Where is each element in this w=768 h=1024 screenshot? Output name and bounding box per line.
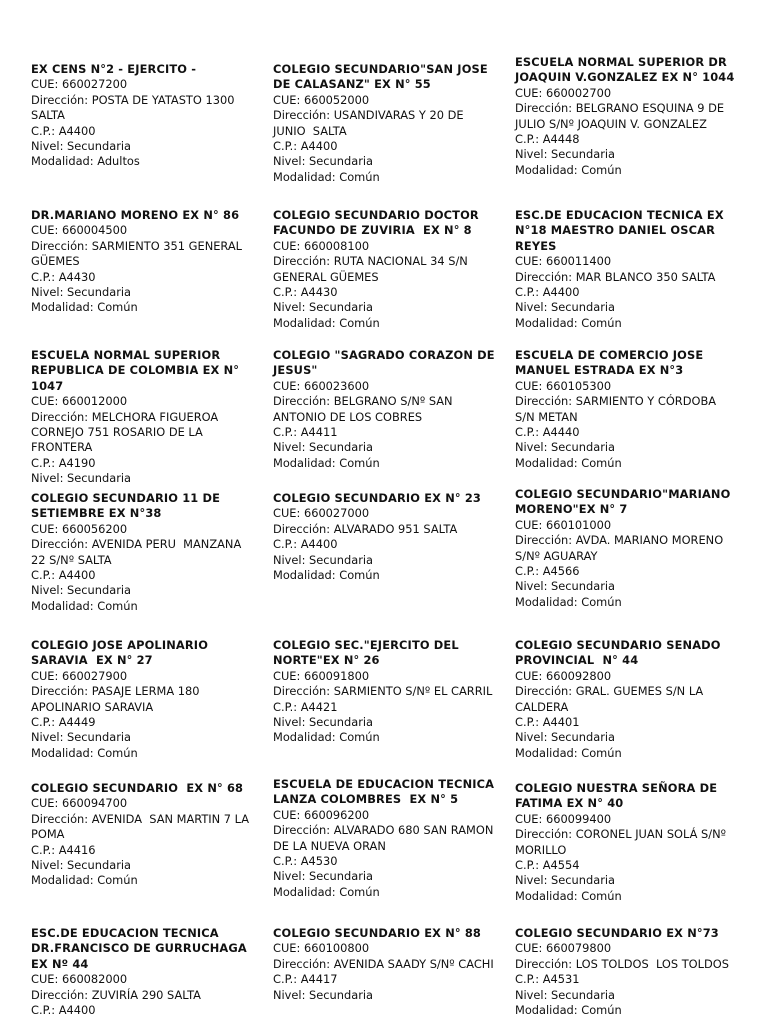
school-address: Dirección: LOS TOLDOS LOS TOLDOS [515, 956, 729, 971]
school-entry [273, 777, 499, 900]
school-entry [515, 781, 737, 904]
school-postal-code: C.P.: A4400 [31, 568, 96, 583]
school-level: Nivel: Secundaria [515, 987, 616, 1002]
school-postal-code: C.P.: A4554 [515, 858, 580, 873]
school-entry [31, 348, 253, 487]
school-postal-code: C.P.: A4401 [515, 715, 580, 730]
school-address: Dirección: RUTA NACIONAL 34 S/N GENERAL GÜEMES [273, 254, 472, 284]
school-modality: Modalidad: Común [515, 594, 622, 609]
school-name: ESC.DE EDUCACION TECNICA DR.FRANCISCO DE GURRUCHAGA EX Nº 44 [31, 926, 251, 971]
school-address: Dirección: BELGRANO S/Nº SAN ANTONIO DE LOS COBRES [273, 394, 457, 424]
school-cue: CUE: 660002700 [515, 85, 612, 100]
school-name: ESCUELA NORMAL SUPERIOR REPUBLICA DE COLOMBIA EX N° 1047 [31, 348, 244, 393]
school-modality: Modalidad: Común [515, 745, 622, 760]
school-modality: Modalidad: Común [515, 1003, 622, 1018]
school-entry [273, 62, 495, 185]
school-cue: CUE: 660082000 [31, 972, 128, 987]
school-postal-code: C.P.: A4531 [515, 972, 580, 987]
school-address: Dirección: POSTA DE YATASTO 1300 SALTA [31, 92, 239, 123]
school-level: Nivel: Secundaria [31, 730, 132, 745]
school-entry [515, 638, 737, 761]
school-entry [273, 491, 495, 583]
school-entry [273, 348, 499, 471]
school-modality: Modalidad: Común [31, 745, 138, 760]
school-entry [273, 926, 495, 1003]
school-name: COLEGIO SECUNDARIO EX N° 23 [273, 491, 481, 505]
school-entry [515, 208, 737, 331]
school-postal-code: C.P.: A4400 [515, 285, 580, 300]
school-modality: Modalidad: Común [273, 884, 380, 899]
school-entry [31, 208, 253, 316]
school-cue: CUE: 660004500 [31, 223, 128, 238]
school-level: Nivel: Secundaria [31, 285, 132, 300]
school-level: Nivel: Secundaria [515, 440, 616, 455]
school-cue: CUE: 660011400 [515, 254, 612, 269]
school-name: ESCUELA DE EDUCACION TECNICA LANZA COLOMBRES EX N° 5 [273, 777, 499, 807]
school-level: Nivel: Secundaria [515, 873, 616, 888]
school-entry [273, 208, 495, 331]
school-level: Nivel: Secundaria [273, 300, 374, 315]
school-level: Nivel: Secundaria [273, 440, 374, 455]
school-postal-code: C.P.: A4417 [273, 972, 338, 987]
school-modality: Modalidad: Común [515, 315, 622, 330]
school-modality: Modalidad: Común [31, 873, 138, 888]
school-modality: Modalidad: Común [31, 598, 138, 613]
school-address: Dirección: CORONEL JUAN SOLÁ S/Nº MORILLO [515, 827, 730, 857]
school-entry [515, 55, 737, 178]
school-level: Nivel: Secundaria [31, 139, 132, 154]
school-address: Dirección: SARMIENTO 351 GENERAL GÜEMES [31, 238, 246, 269]
school-name: DR.MARIANO MORENO EX N° 86 [31, 208, 240, 222]
school-postal-code: C.P.: A4190 [31, 455, 96, 470]
school-modality: Modalidad: Común [515, 888, 622, 903]
school-level: Nivel: Secundaria [273, 987, 374, 1002]
school-name: COLEGIO SEC."EJERCITO DEL NORTE"EX N° 26 [273, 638, 463, 668]
school-cue: CUE: 660094700 [31, 796, 128, 811]
school-name: COLEGIO NUESTRA SEÑORA DE FATIMA EX N° 40 [515, 781, 722, 811]
school-level: Nivel: Secundaria [273, 552, 374, 567]
school-name: COLEGIO SECUNDARIO EX N° 88 [273, 926, 481, 940]
school-postal-code: C.P.: A4416 [31, 842, 96, 857]
school-name: ESC.DE EDUCACION TECNICA EX N°18 MAESTRO DANIEL OSCAR REYES [515, 208, 728, 253]
school-modality: Modalidad: Común [273, 169, 380, 184]
school-name: COLEGIO JOSE APOLINARIO SARAVIA EX N° 27 [31, 638, 213, 668]
school-modality: Modalidad: Común [273, 568, 380, 583]
school-address: Dirección: AVDA. MARIANO MORENO S/Nº AGUARAY [515, 533, 727, 563]
school-modality: Modalidad: Común [515, 455, 622, 470]
school-address: Dirección: USANDIVARAS Y 20 DE JUNIO SALTA [273, 108, 468, 138]
school-entry [31, 491, 253, 614]
school-name: COLEGIO SECUNDARIO 11 DE SETIEMBRE EX N°38 [31, 491, 225, 521]
school-address: Dirección: MELCHORA FIGUEROA CORNEJO 751 ROSARIO DE LA FRONTERA [31, 409, 222, 455]
school-cue: CUE: 660008100 [273, 238, 370, 253]
school-postal-code: C.P.: A4400 [31, 1003, 96, 1018]
school-level: Nivel: Secundaria [273, 715, 374, 730]
school-entry [273, 638, 495, 746]
school-name: ESCUELA NORMAL SUPERIOR DR JOAQUIN V.GONZALEZ EX N° 1044 [515, 55, 735, 85]
school-modality: Modalidad: Común [515, 162, 622, 177]
school-level: Nivel: Secundaria [273, 869, 374, 884]
school-address: Dirección: ALVARADO 680 SAN RAMON DE LA NUEVA ORAN [273, 823, 497, 853]
school-entry [31, 926, 253, 1018]
school-entry [515, 487, 737, 610]
school-name: COLEGIO SECUNDARIO EX N° 68 [31, 781, 244, 795]
school-cue: CUE: 660099400 [515, 811, 612, 826]
school-level: Nivel: Secundaria [273, 154, 374, 169]
school-modality: Modalidad: Adultos [31, 154, 140, 169]
school-postal-code: C.P.: A4430 [31, 269, 96, 284]
school-postal-code: C.P.: A4449 [31, 715, 96, 730]
school-modality: Modalidad: Común [273, 315, 380, 330]
school-name: COLEGIO SECUNDARIO"SAN JOSE DE CALASANZ" EX N° 55 [273, 62, 492, 92]
school-address: Dirección: ZUVIRÍA 290 SALTA [31, 987, 201, 1002]
school-level: Nivel: Secundaria [31, 858, 132, 873]
school-postal-code: C.P.: A4421 [273, 699, 338, 714]
school-address: Dirección: BELGRANO ESQUINA 9 DE JULIO S/Nº JOAQUIN V. GONZALEZ [515, 101, 728, 131]
school-cue: CUE: 660079800 [515, 941, 612, 956]
school-cue: CUE: 660023600 [273, 378, 370, 393]
school-cue: CUE: 660091800 [273, 668, 370, 683]
school-postal-code: C.P.: A4411 [273, 425, 338, 440]
school-postal-code: C.P.: A4400 [273, 537, 338, 552]
school-level: Nivel: Secundaria [515, 300, 616, 315]
school-postal-code: C.P.: A4400 [31, 123, 96, 138]
school-name: COLEGIO SECUNDARIO DOCTOR FACUNDO DE ZUVIRIA EX N° 8 [273, 208, 483, 238]
school-level: Nivel: Secundaria [515, 147, 616, 162]
school-level: Nivel: Secundaria [515, 730, 616, 745]
school-address: Dirección: AVENIDA SAADY S/Nº CACHI [273, 956, 494, 971]
school-address: Dirección: SARMIENTO Y CÓRDOBA S/N METAN [515, 394, 720, 424]
school-postal-code: C.P.: A4430 [273, 285, 338, 300]
school-entry [31, 781, 253, 889]
school-address: Dirección: SARMIENTO S/Nº EL CARRIL [273, 684, 493, 699]
school-cue: CUE: 660027200 [31, 77, 128, 92]
school-cue: CUE: 660027000 [273, 506, 370, 521]
school-cue: CUE: 660092800 [515, 668, 612, 683]
school-entry [515, 926, 737, 1018]
school-modality: Modalidad: Común [273, 455, 380, 470]
school-modality: Modalidad: Común [273, 730, 380, 745]
school-cue: CUE: 660100800 [273, 941, 370, 956]
school-cue: CUE: 660012000 [31, 394, 128, 409]
school-cue: CUE: 660101000 [515, 517, 612, 532]
school-address: Dirección: MAR BLANCO 350 SALTA [515, 269, 716, 284]
school-cue: CUE: 660056200 [31, 521, 128, 536]
school-cue: CUE: 660052000 [273, 92, 370, 107]
school-cue: CUE: 660096200 [273, 807, 370, 822]
school-postal-code: C.P.: A4400 [273, 139, 338, 154]
school-entry [31, 62, 253, 170]
school-entry [515, 348, 737, 471]
school-address: Dirección: GRAL. GUEMES S/N LA CALDERA [515, 684, 707, 714]
school-address: Dirección: AVENIDA PERU MANZANA 22 S/Nº SALTA [31, 537, 245, 567]
school-address: Dirección: AVENIDA SAN MARTIN 7 LA POMA [31, 811, 253, 842]
school-name: COLEGIO SECUNDARIO SENADO PROVINCIAL N° 44 [515, 638, 725, 668]
school-cue: CUE: 660027900 [31, 668, 128, 683]
school-modality: Modalidad: Común [31, 300, 138, 315]
school-postal-code: C.P.: A4566 [515, 564, 580, 579]
school-name: EX CENS N°2 - EJERCITO - [31, 62, 197, 76]
school-name: COLEGIO SECUNDARIO"MARIANO MORENO"EX N° 7 [515, 487, 735, 517]
school-address: Dirección: PASAJE LERMA 180 APOLINARIO SARAVIA [31, 684, 204, 714]
school-postal-code: C.P.: A4440 [515, 425, 580, 440]
school-level: Nivel: Secundaria [31, 583, 132, 598]
school-name: COLEGIO "SAGRADO CORAZON DE JESUS" [273, 348, 499, 378]
school-name: ESCUELA DE COMERCIO JOSE MANUEL ESTRADA EX N°3 [515, 348, 708, 378]
school-postal-code: C.P.: A4448 [515, 132, 580, 147]
school-level: Nivel: Secundaria [31, 471, 132, 486]
school-level: Nivel: Secundaria [515, 579, 616, 594]
school-address: Dirección: ALVARADO 951 SALTA [273, 521, 458, 536]
school-entry [31, 638, 253, 761]
school-name: COLEGIO SECUNDARIO EX N°73 [515, 926, 719, 940]
school-postal-code: C.P.: A4530 [273, 854, 338, 869]
school-cue: CUE: 660105300 [515, 378, 612, 393]
